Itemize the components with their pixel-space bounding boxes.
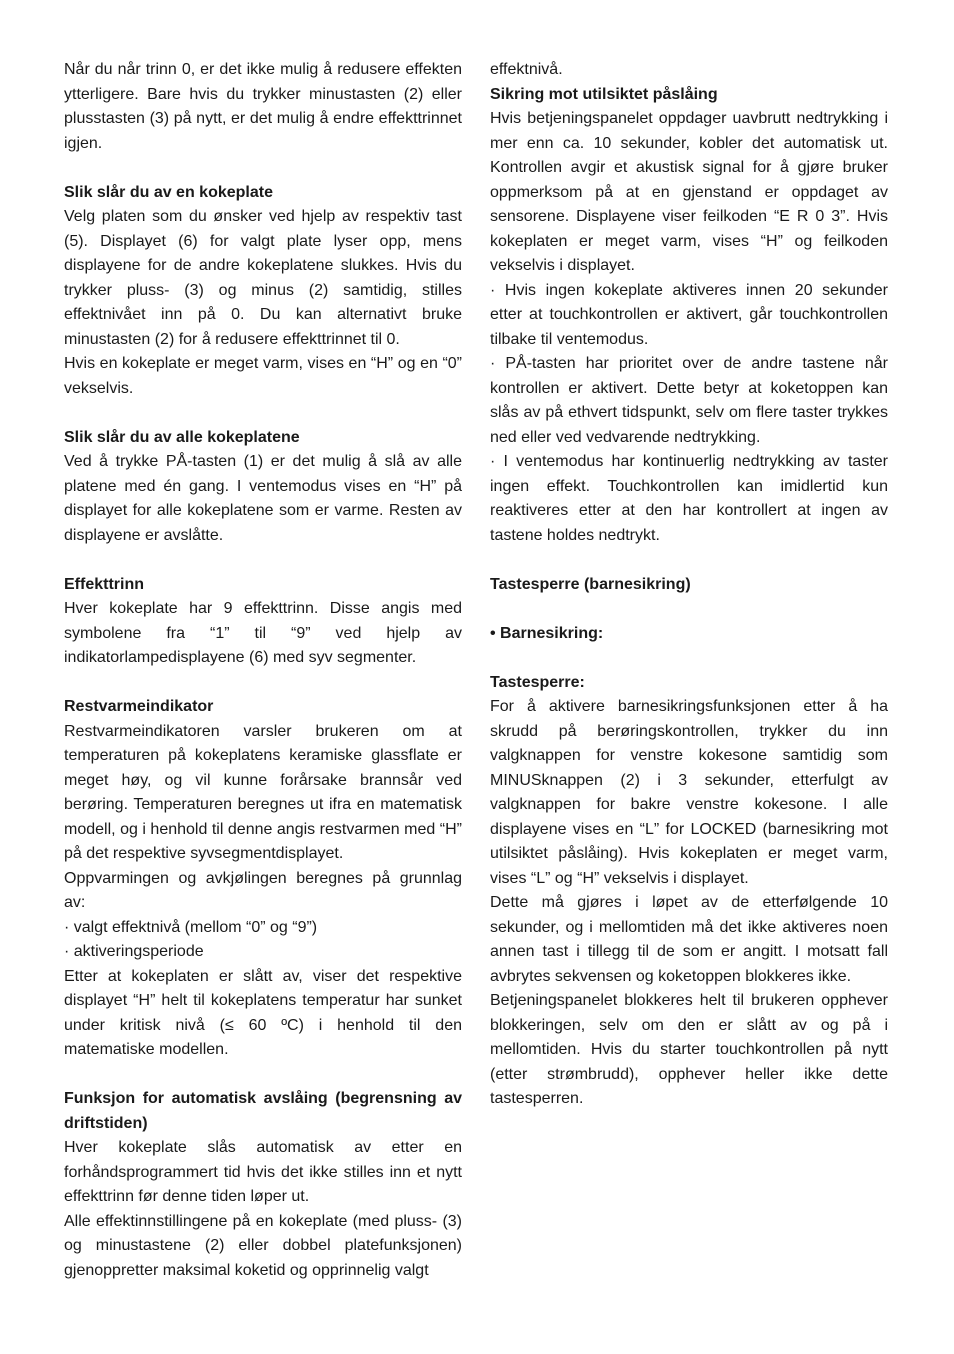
paragraph-continuation: effektnivå.	[490, 61, 563, 78]
heading-turn-off-all-plates: Slik slår du av alle kokeplatene	[64, 428, 300, 446]
paragraph-residual-heat-3: · valgt effektnivå (mellom “0” og “9”)	[64, 918, 318, 936]
heading-key-lock-sub: Tastesperre:	[490, 673, 585, 691]
right-column	[490, 58, 888, 1112]
heading-accidental-activation: Sikring mot utilsiktet påslåing	[490, 85, 718, 103]
left-column	[64, 58, 462, 1283]
heading-power-levels: Effekttrinn	[64, 575, 144, 593]
spacer	[490, 646, 888, 671]
paragraph-power-levels: Hver kokeplate har 9 effekttrinn. Disse angis med symbolene fra “1” til “9” ved hjelp av indikatorlampedisplayene (6) med syv segmenter.	[64, 600, 462, 666]
spacer	[490, 548, 888, 573]
paragraph-accidental-activation-4: · I ventemodus har kontinuerlig nedtrykking av taster ingen effekt. Touchkontrollen kan imidlertid kun reaktiveres etter at den har kontrollert at ingen av tastene holdes nedtrykt.	[490, 453, 888, 544]
paragraph-auto-shutoff-1: Hver kokeplate slås automatisk av etter en forhåndsprogrammert tid hvis det ikke stilles inn et nytt effekttrinn før denne tiden løper ut.	[64, 1139, 462, 1205]
spacer	[64, 548, 462, 573]
heading-key-lock: Tastesperre (barnesikring)	[490, 575, 691, 593]
paragraph-turn-off-all-plates: Ved å trykke PÅ-tasten (1) er det mulig å slå av alle platene med én gang. I ventemodus vises en “H” på displayet for alle kokeplatene som er varme. Resten av displayene er avslåtte.	[64, 453, 462, 544]
intro-paragraph: Når du når trinn 0, er det ikke mulig å redusere effekten ytterligere. Bare hvis du trykker minustasten (2) eller plusstasten (3) på nytt, er det mulig å endre effekttrinnet igjen.	[64, 61, 462, 152]
paragraph-key-lock-3: Betjeningspanelet blokkeres helt til brukeren opphever blokkeringen, selv om den er slått av og på i mellomtiden. Hvis du starter touchkontrollen på nytt (etter strømbrudd), opphever heller ikke dette tastesperren.	[490, 992, 888, 1107]
spacer	[64, 401, 462, 426]
heading-turn-off-one-plate: Slik slår du av en kokeplate	[64, 183, 273, 201]
paragraph-residual-heat-2: Oppvarmingen og avkjølingen beregnes på grunnlag av:	[64, 869, 462, 911]
spacer	[64, 671, 462, 696]
paragraph-turn-off-one-plate-1: Velg platen som du ønsker ved hjelp av respektiv tast (5). Displayet (6) for valgt plate lyser opp, mens displayene for de andre kokeplatene slukkes. Hvis du trykker pluss- (3) og minus (2) samtidig, stilles effektnivået inn på 0. Du kan alternativt bruke minustasten (2) for å redusere effekttrinnet til 0.	[64, 208, 462, 348]
paragraph-accidental-activation-2: · Hvis ingen kokeplate aktiveres innen 20 sekunder etter at touchkontrollen er aktivert, går touchkontrollen tilbake til ventemodus.	[490, 281, 888, 348]
spacer	[490, 597, 888, 622]
paragraph-accidental-activation-1: Hvis betjeningspanelet oppdager uavbrutt nedtrykking i mer enn ca. 10 sekunder, kobler det automatisk ut. Kontrollen avgir et akustisk signal for å gjøre bruker oppmerksom på at en gjenstand er oppdaget av sensorene. Displayene viser feilkoden “E R 0 3”. Hvis kokeplaten er meget varm, vises “H” og feilkoden vekselvis i displayet.	[490, 110, 888, 274]
paragraph-key-lock-1: For å aktivere barnesikringsfunksjonen etter å ha skrudd på berøringskontrollen, trykker du inn valgknappen for venstre kokesone samtidig som MINUSknappen (2) i 3 sekunder, etterfulgt av valgknappen for bakre venstre kokesone. I alle displayene vises en “L” for LOCKED (barnesikring mot utilsiktet påslåing). Hvis kokeplaten er meget varm, vises “L” og “H” vekselvis i displayet.	[490, 698, 888, 887]
spacer	[64, 1063, 462, 1088]
spacer	[64, 156, 462, 181]
paragraph-residual-heat-4: · aktiveringsperiode	[64, 943, 204, 960]
paragraph-auto-shutoff-2: Alle effektinnstillingene på en kokeplate (med pluss- (3) og minustastene (2) eller dobbel platefunksjonen) gjenoppretter maksimal koketid og opprinnelig valgt	[64, 1212, 462, 1279]
paragraph-turn-off-one-plate-2: Hvis en kokeplate er meget varm, vises en “H” og en “0” vekselvis.	[64, 355, 462, 397]
paragraph-residual-heat-5: Etter at kokeplaten er slått av, viser det respektive displayet “H” helt til kokeplatens temperatur har sunket under kritisk nivå (≤ 60 ºC) i henhold til den matematiske modellen.	[64, 967, 462, 1058]
paragraph-key-lock-2: Dette må gjøres i løpet av de etterfølgende 10 sekunder, og i mellomtiden må det ikke aktiveres noen annen tast i tillegg til de som er angitt. I motsatt fall avbrytes sekvensen og koketoppen blokkeres ikke.	[490, 894, 888, 985]
paragraph-accidental-activation-3: · PÅ-tasten har prioritet over de andre tastene når kontrollen er aktivert. Dette betyr at koketoppen kan slås av på ethvert tidspunkt, selv om flere taster trykkes ned eller ved vedvarende nedtrykking.	[490, 355, 888, 446]
paragraph-residual-heat-1: Restvarmeindikatoren varsler brukeren om at temperaturen på kokeplatens keramiske glassflate er meget høy, og vil kunne forårsake brannsår ved berøring. Temperaturen beregnes ut ifra en matematisk modell, og i henhold til denne angis restvarmen med “H” på det respektive syvsegmentdisplayet.	[64, 722, 462, 862]
heading-residual-heat: Restvarmeindikator	[64, 698, 214, 715]
heading-auto-shutoff: Funksjon for automatisk avslåing (begrensning av driftstiden)	[64, 1090, 462, 1132]
heading-child-lock: • Barnesikring:	[490, 624, 604, 642]
